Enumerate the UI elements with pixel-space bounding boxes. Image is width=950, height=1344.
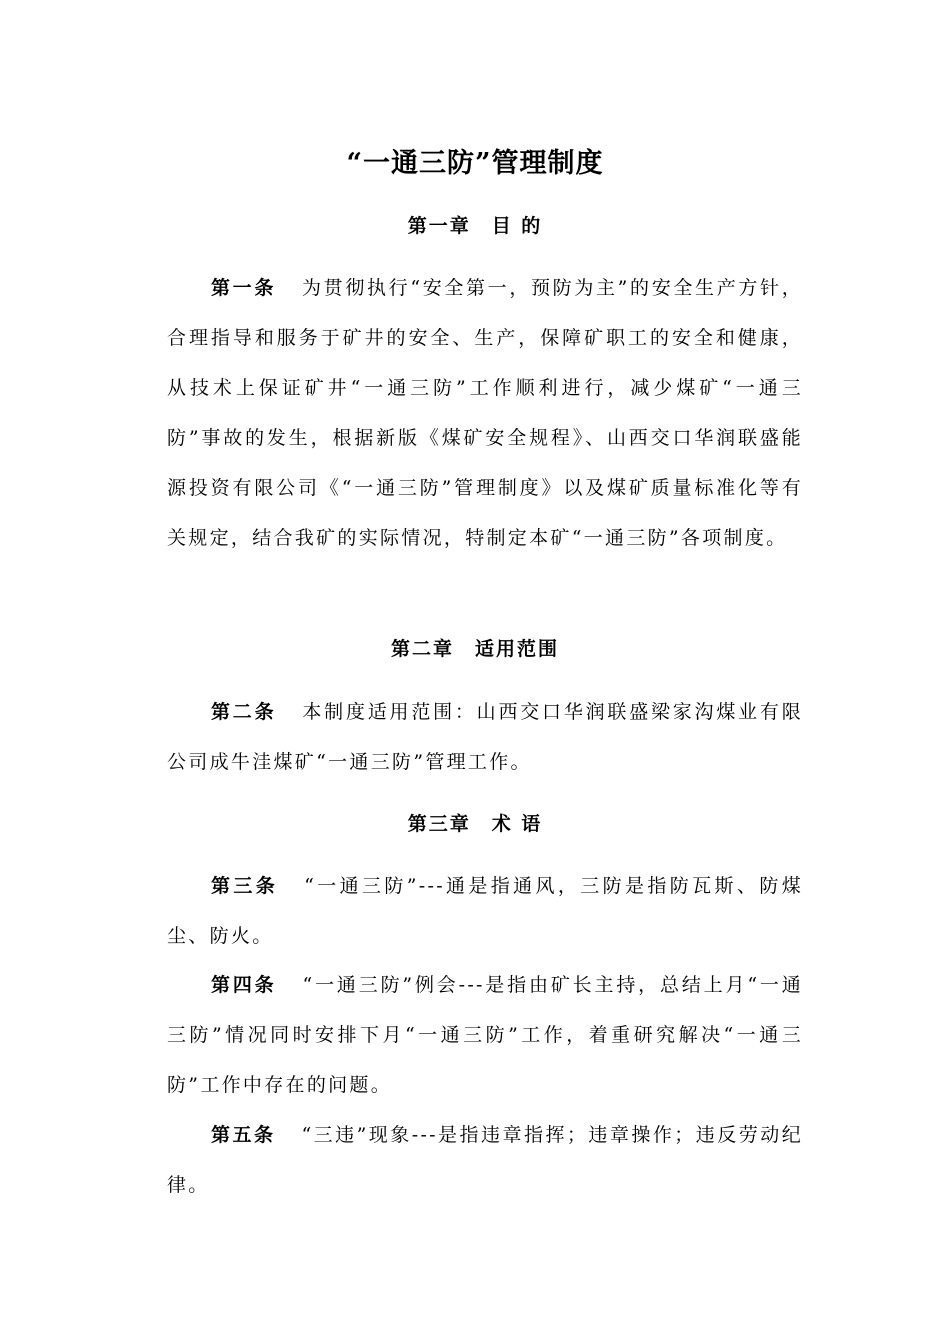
chapter-2-heading: 第二章 适用范围 bbox=[390, 638, 559, 660]
chapter-3-heading: 第三章 术 语 bbox=[407, 813, 543, 835]
article-1-number: 第一条 bbox=[211, 277, 276, 299]
article-4-number: 第四条 bbox=[211, 974, 277, 996]
article-1 bbox=[167, 263, 803, 563]
article-2 bbox=[167, 687, 803, 787]
article-5 bbox=[167, 1110, 803, 1210]
article-1-text: 为贯彻执行“安全第一，预防为主”的安全生产方针，合理指导和服务于矿井的安全、生产，保障矿职工的安全和健康，从技术上保证矿井“一通三防”工作顺利进行，减少煤矿“一通三防”事故的发生，根据新版《煤矿安全规程》、山西交口华润联盛能源投资有限公司《“一通三防”管理制度》以及煤矿质量标准化等有关规定，结合我矿的实际情况，特制定本矿“一通三防”各项制度。 bbox=[167, 277, 803, 549]
article-5-text: “三违”现象---是指违章指挥；违章操作；违反劳动纪律。 bbox=[167, 1124, 803, 1196]
article-3-text: “一通三防”---通是指通风，三防是指防瓦斯、防煤尘、防火。 bbox=[167, 875, 803, 947]
document-title: “一通三防”管理制度 bbox=[346, 148, 604, 179]
article-5-number: 第五条 bbox=[211, 1124, 276, 1146]
article-3-number: 第三条 bbox=[211, 875, 279, 897]
article-2-text: 本制度适用范围：山西交口华润联盛梁家沟煤业有限公司成牛洼煤矿“一通三防”管理工作。 bbox=[167, 701, 804, 773]
article-3 bbox=[167, 861, 803, 961]
article-4-text: “一通三防”例会---是指由矿长主持，总结上月“一通三防”情况同时安排下月“一通三防”工作，着重研究解决“一通三防”工作中存在的问题。 bbox=[167, 974, 804, 1096]
article-4 bbox=[167, 960, 803, 1110]
article-2-number: 第二条 bbox=[211, 701, 277, 723]
chapter-1-heading: 第一章 目 的 bbox=[407, 215, 543, 237]
